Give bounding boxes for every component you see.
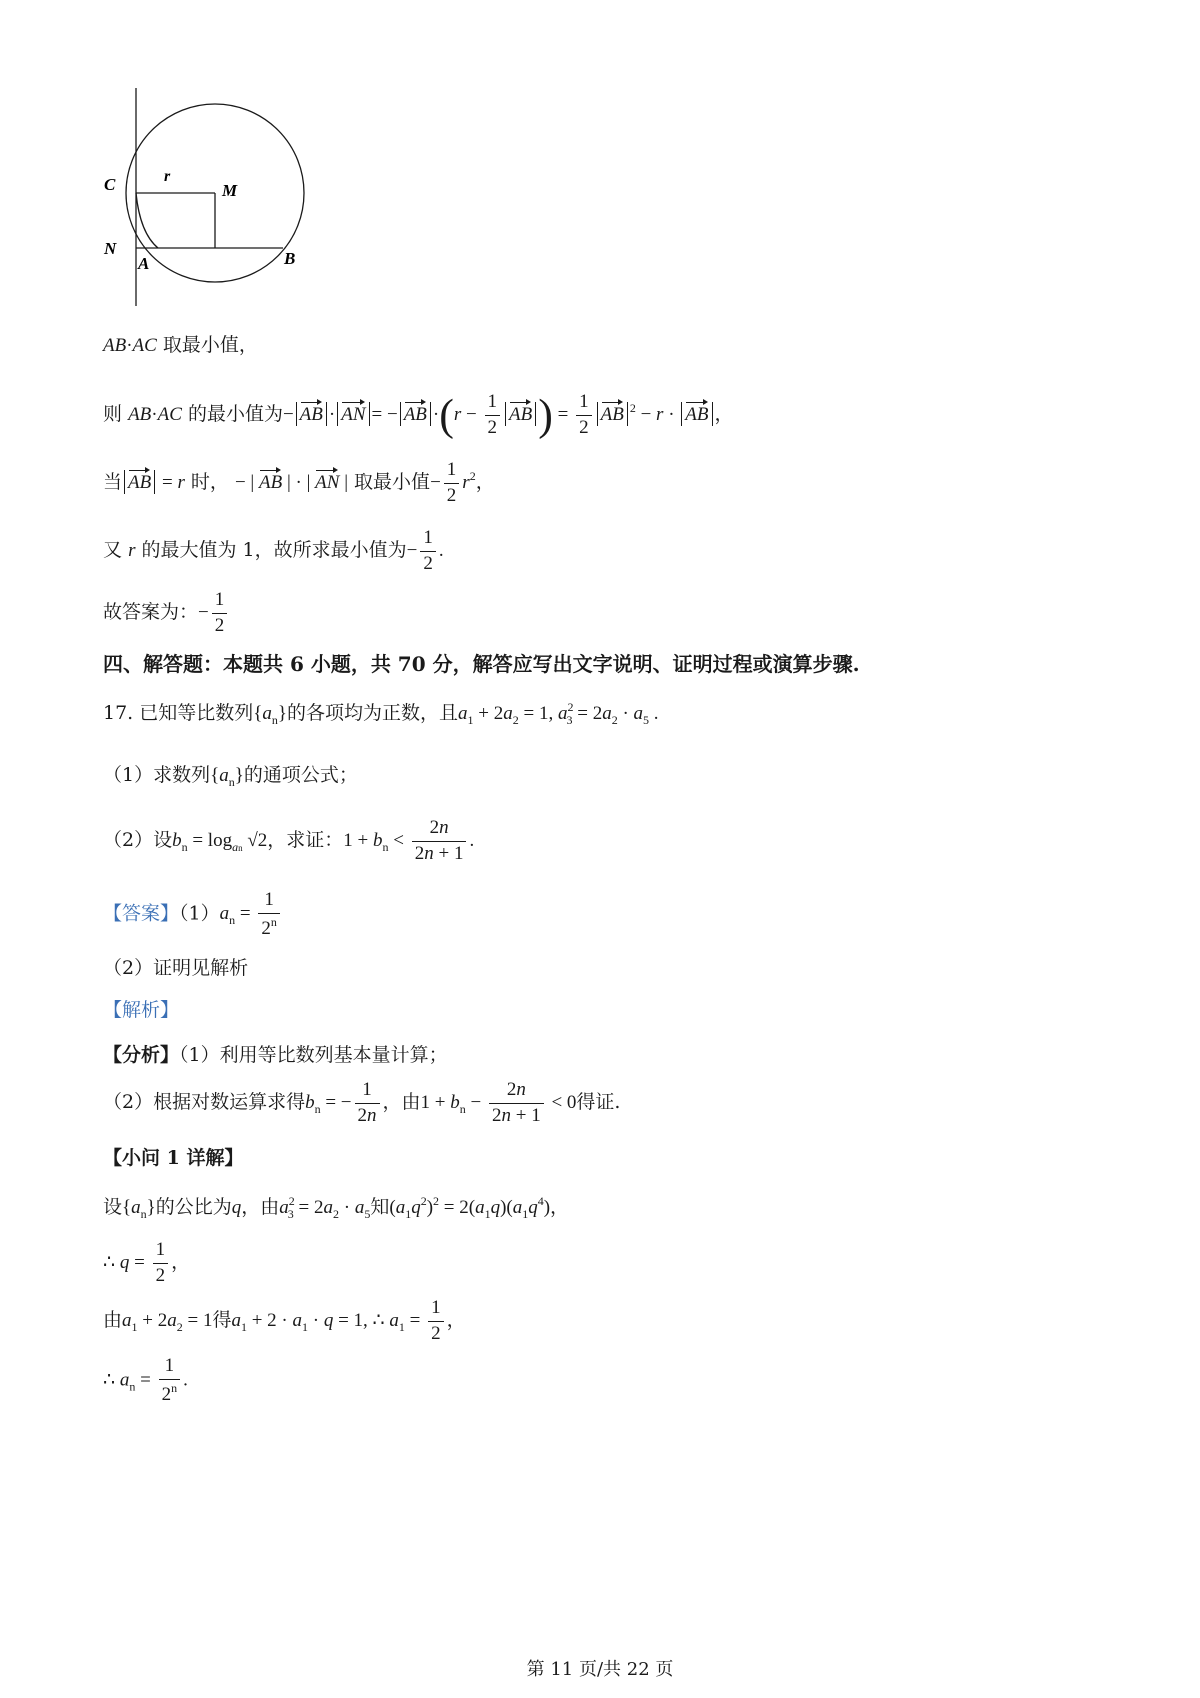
dot-op: · [126, 335, 133, 356]
fenxi-line2: （2）根据对数运算求得$b_n$ = − $\frac{1}{2n}$ ，由$1 + b_n$ − $\frac{2n}{2n + 1}$ < 0得证. [103, 1079, 621, 1126]
answer-part2: （2）证明见解析 [103, 957, 249, 979]
label-a: A [138, 254, 150, 273]
part1-text: （1）求数列 [103, 764, 211, 786]
answer-tag: 【答案】 [103, 902, 180, 925]
line3-text2: 取最小值 [354, 470, 431, 493]
detail-line3: 由$a_1 + 2a_2 = 1$得$a_1 + 2 \cdot a_1 \cdot q = 1$, ∴ $a_1$ = $\frac{1}{2}$ ， [103, 1297, 466, 1344]
answer-part1: （1） [179, 902, 220, 925]
line-max-r: 又 r 的最大值为 1，故所求最小值为− $\frac{1}{2}$ . [103, 527, 444, 574]
problem-17-stem: 17. 已知等比数列$\{a_n\}$的各项均为正数，且$a_1 + 2a_2 = 1$, $a^2_3 = 2a_2 \cdot a_5$ . [103, 700, 659, 727]
problem-number: 17. [103, 702, 134, 724]
line-answer: 故答案为：− $\frac{1}{2}$ [103, 590, 230, 637]
vec-ab: AB [128, 403, 152, 425]
detail-line1: 设$\{a_n\}$的公比为q，由$a^2_3 = 2a_2 \cdot a_5$知$(a_1q^2)^2 = 2(a_1q)(a_1q^4)$， [103, 1194, 570, 1221]
line3-text1: 时， [190, 470, 229, 493]
detail-line4: ∴ $a_n$ = $\frac{1}{2^n}$ . [103, 1355, 188, 1405]
d3-b: 得 [212, 1308, 232, 1331]
line2-prefix: 则 [103, 402, 123, 425]
label-r: r [164, 168, 171, 185]
answer-block: 【答案】$(1)a_n$ = $\frac{1}{2^n}$ [103, 890, 283, 940]
line2-text: 的最小值为 [187, 402, 283, 425]
stem-text2: 的各项均为正数，且 [287, 702, 459, 724]
line5-text: 故答案为： [103, 600, 199, 623]
detail-tag: 【小问 1 详解】 [103, 1147, 244, 1169]
d1-b: 的公比为 [155, 1196, 232, 1218]
problem-17-part2: （2）设$b_n = \log_{an} √2$，求证：$1 + b_n$ < $\frac{2n}{2n + 1}$ . [103, 817, 475, 864]
label-n: N [104, 239, 117, 258]
detail-line2: ∴ q = $\frac{1}{2}$ ， [103, 1239, 191, 1286]
label-m: M [222, 181, 238, 200]
line-min-condition [103, 330, 258, 357]
fenxi-tag: 【分析】 [103, 1044, 180, 1066]
fenxi-line1 [103, 1040, 448, 1067]
fenxi-2c: 得证. [576, 1090, 621, 1113]
stem-text1: 已知等比数列 [139, 702, 254, 724]
part2-text: （2）设 [103, 828, 173, 851]
label-c: C [104, 175, 116, 194]
line3-prefix: 当 [103, 470, 123, 493]
line-min-value-expr: 则 AB·AC 的最小值为− AB · AN = − AB ·(r − $\frac{1}{2}$ AB ) = $\frac{1}{2}$ AB $^2$ − r · AB ， [103, 390, 734, 440]
fenxi-1: （1）利用等比数列基本量计算； [179, 1044, 448, 1066]
d1-d: 知 [370, 1196, 390, 1218]
vec-ab: AB [103, 335, 127, 356]
line4-text2: 的最大值为 1，故所求最小值为 [141, 538, 407, 561]
d1-a: 设 [103, 1196, 123, 1218]
fenxi-2b: ，由 [382, 1090, 421, 1113]
d1-c: ，由 [241, 1196, 280, 1218]
part1-tail: 的通项公式； [243, 764, 358, 786]
analysis-tag: 【解析】 [103, 999, 180, 1021]
vec-ac: AC [132, 335, 157, 356]
section-heading: 四、解答题：本题共 6 小题，共 70 分，解答应写出文字说明、证明过程或演算步骤. [103, 652, 860, 676]
d3-a: 由 [103, 1308, 123, 1331]
geometry-figure [100, 88, 340, 308]
line1-text: 取最小值， [162, 334, 258, 356]
page-footer: 第 11 页/共 22 页 [526, 1659, 674, 1680]
problem-17-part1: （1）求数列$\{a_n\}$的通项公式； [103, 764, 358, 789]
line4-text1: 又 [103, 538, 123, 561]
line4-r: r [128, 539, 136, 561]
label-b: B [284, 249, 296, 268]
part2-mid: ，求证： [267, 828, 344, 851]
line-when-ab-equals-r: 当 AB = r 时， − | AB | · | AN | 取最小值− $\frac{1}{2}$ $r^2$， [103, 459, 495, 506]
vec-ac: AC [157, 403, 182, 425]
fenxi-2a: （2）根据对数运算求得 [103, 1090, 306, 1113]
